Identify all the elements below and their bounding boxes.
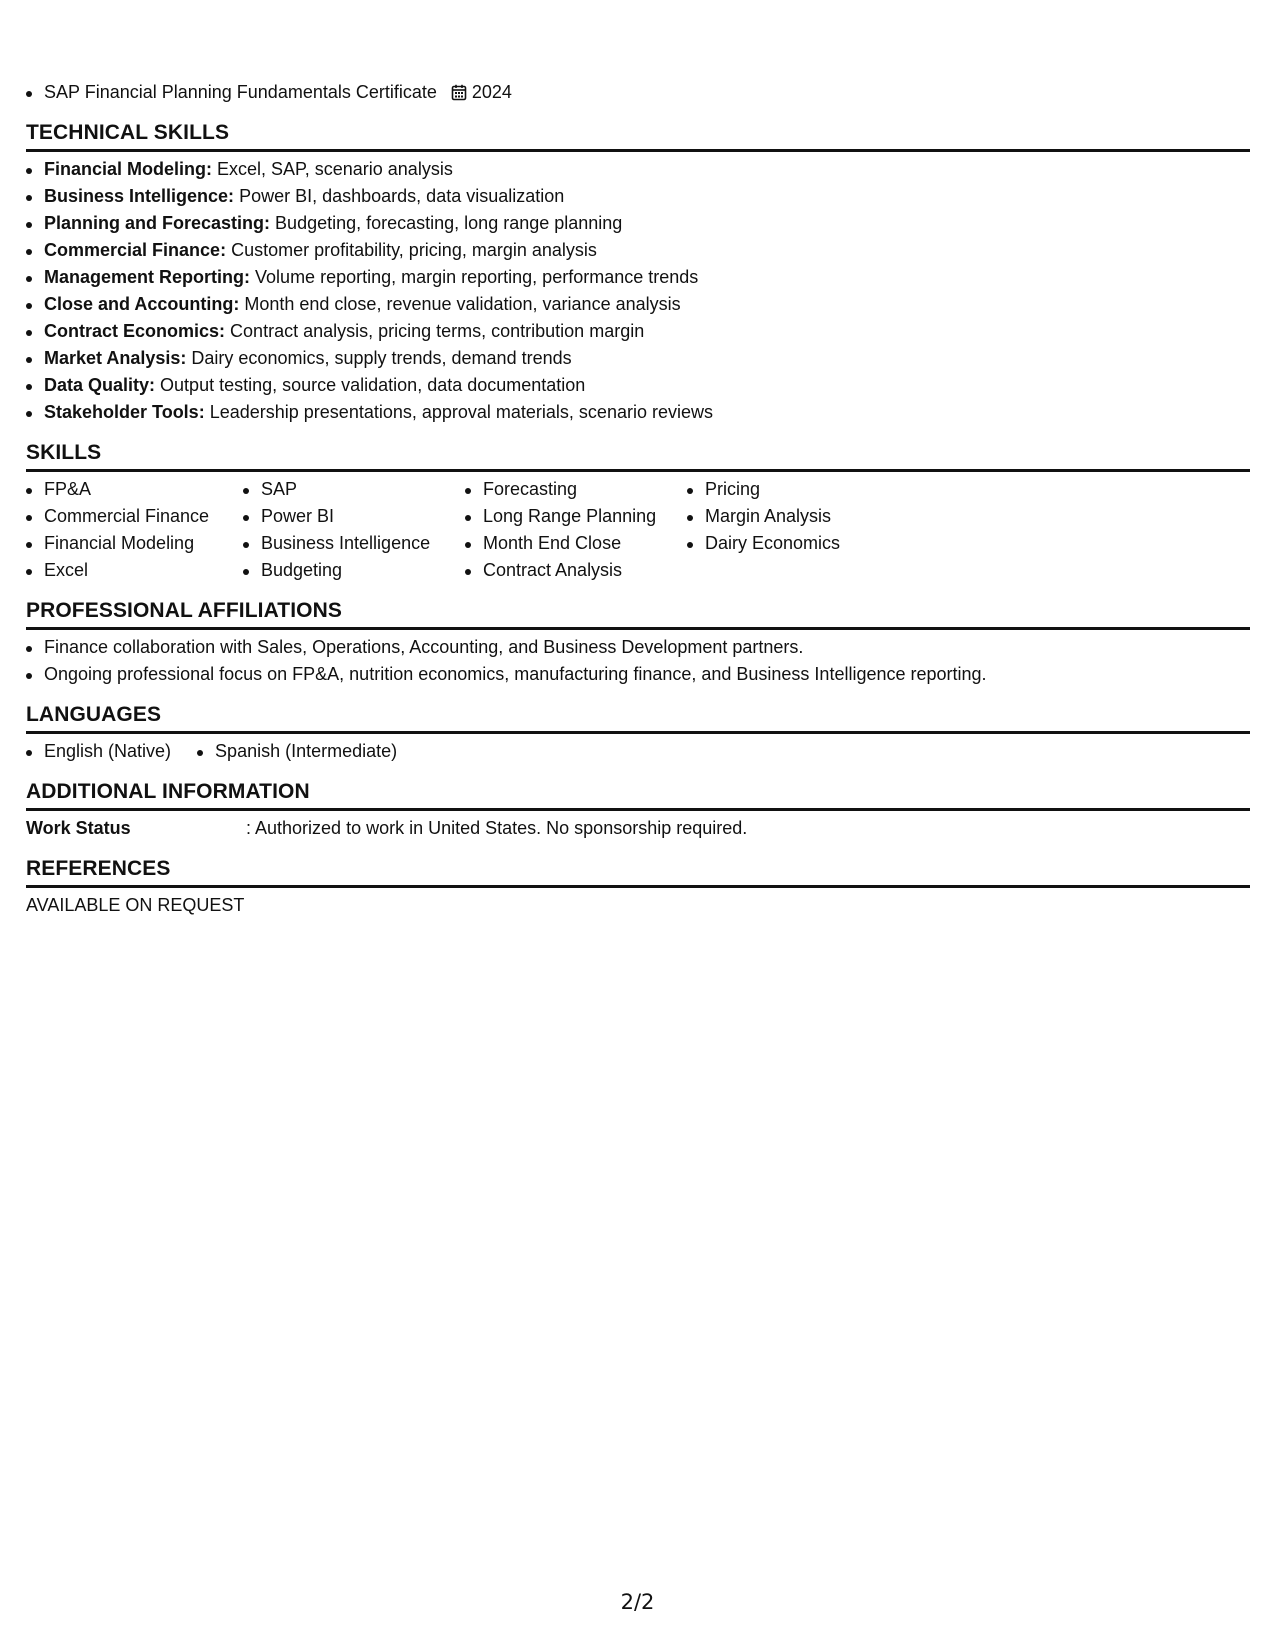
certification-item (26, 79, 1250, 106)
references-text: AVAILABLE ON REQUEST (26, 895, 245, 915)
list-item (26, 183, 1250, 210)
skill-key: Planning and Forecasting: (44, 213, 271, 233)
list-item: Contract Analysis (465, 557, 687, 584)
certification-year: 2024 (471, 82, 512, 102)
list-item (26, 156, 1250, 183)
skill-key: Close and Accounting: (44, 294, 240, 314)
list-item (26, 399, 1250, 426)
skill-value: Customer profitability, pricing, margin analysis (231, 240, 597, 260)
list-item (26, 264, 1250, 291)
skills-column (26, 476, 243, 584)
skills-grid (26, 476, 1250, 584)
skills-column (465, 476, 687, 584)
skill-value: Volume reporting, margin reporting, performance trends (255, 267, 699, 287)
section-title-technical-skills: TECHNICAL SKILLS (26, 120, 1250, 152)
list-item: Budgeting (243, 557, 465, 584)
resume-page (26, 0, 1250, 919)
list-item: Ongoing professional focus on FP&A, nutrition economics, manufacturing finance, and Business Intelligence reporting. (26, 661, 1250, 688)
skill-key: Market Analysis: (44, 348, 187, 368)
skills-column (687, 476, 927, 584)
section-title-skills: SKILLS (26, 440, 1250, 472)
list-item: Commercial Finance (26, 503, 243, 530)
skill-value: Leadership presentations, approval materials, scenario reviews (209, 402, 713, 422)
list-item (26, 372, 1250, 399)
certification-list (26, 79, 1250, 106)
certification-name: SAP Financial Planning Fundamentals Certificate (44, 82, 437, 102)
list-item (26, 291, 1250, 318)
list-item: Dairy Economics (687, 530, 927, 557)
languages-list (26, 738, 1250, 765)
list-item: Long Range Planning (465, 503, 687, 530)
references-section (26, 856, 1250, 919)
section-title-languages: LANGUAGES (26, 702, 1250, 734)
skill-value: Month end close, revenue validation, variance analysis (244, 294, 681, 314)
additional-info-section (26, 779, 1250, 842)
info-value: : Authorized to work in United States. No sponsorship required. (246, 818, 748, 838)
list-item: FP&A (26, 476, 243, 503)
skills-section (26, 440, 1250, 584)
skill-value: Excel, SAP, scenario analysis (217, 159, 453, 179)
skill-value: Power BI, dashboards, data visualization (239, 186, 565, 206)
list-item: Business Intelligence (243, 530, 465, 557)
list-item (26, 318, 1250, 345)
skill-value: Dairy economics, supply trends, demand trends (191, 348, 572, 368)
technical-skills-list (26, 156, 1250, 426)
section-title-additional-information: ADDITIONAL INFORMATION (26, 779, 1250, 811)
section-title-affiliations: PROFESSIONAL AFFILIATIONS (26, 598, 1250, 630)
list-item: Spanish (Intermediate) (197, 738, 397, 765)
skill-key: Contract Economics: (44, 321, 226, 341)
list-item: Month End Close (465, 530, 687, 557)
affiliations-list (26, 634, 1250, 688)
skill-key: Data Quality: (44, 375, 156, 395)
skill-value: Budgeting, forecasting, long range planning (275, 213, 623, 233)
skill-key: Business Intelligence: (44, 186, 235, 206)
skills-column (243, 476, 465, 584)
skill-key: Commercial Finance: (44, 240, 227, 260)
skill-key: Financial Modeling: (44, 159, 213, 179)
skill-key: Stakeholder Tools: (44, 402, 205, 422)
skill-value: Output testing, source validation, data documentation (160, 375, 586, 395)
list-item: Margin Analysis (687, 503, 927, 530)
list-item: Power BI (243, 503, 465, 530)
list-item: Excel (26, 557, 243, 584)
list-item: Finance collaboration with Sales, Operations, Accounting, and Business Development partners. (26, 634, 1250, 661)
section-title-references: REFERENCES (26, 856, 1250, 888)
list-item: Forecasting (465, 476, 687, 503)
calendar-icon (451, 84, 467, 101)
list-item: SAP (243, 476, 465, 503)
info-row (26, 815, 1250, 842)
list-item (26, 237, 1250, 264)
list-item (26, 210, 1250, 237)
languages-section (26, 702, 1250, 765)
skill-key: Management Reporting: (44, 267, 251, 287)
certification-date (451, 79, 512, 106)
list-item (26, 345, 1250, 372)
page-number: 2/2 (620, 1590, 655, 1614)
list-item: English (Native) (26, 738, 171, 765)
skill-value: Contract analysis, pricing terms, contribution margin (230, 321, 645, 341)
info-key: Work Status (26, 818, 131, 838)
technical-skills-section (26, 120, 1250, 426)
list-item: Pricing (687, 476, 927, 503)
list-item: Financial Modeling (26, 530, 243, 557)
affiliations-section (26, 598, 1250, 688)
